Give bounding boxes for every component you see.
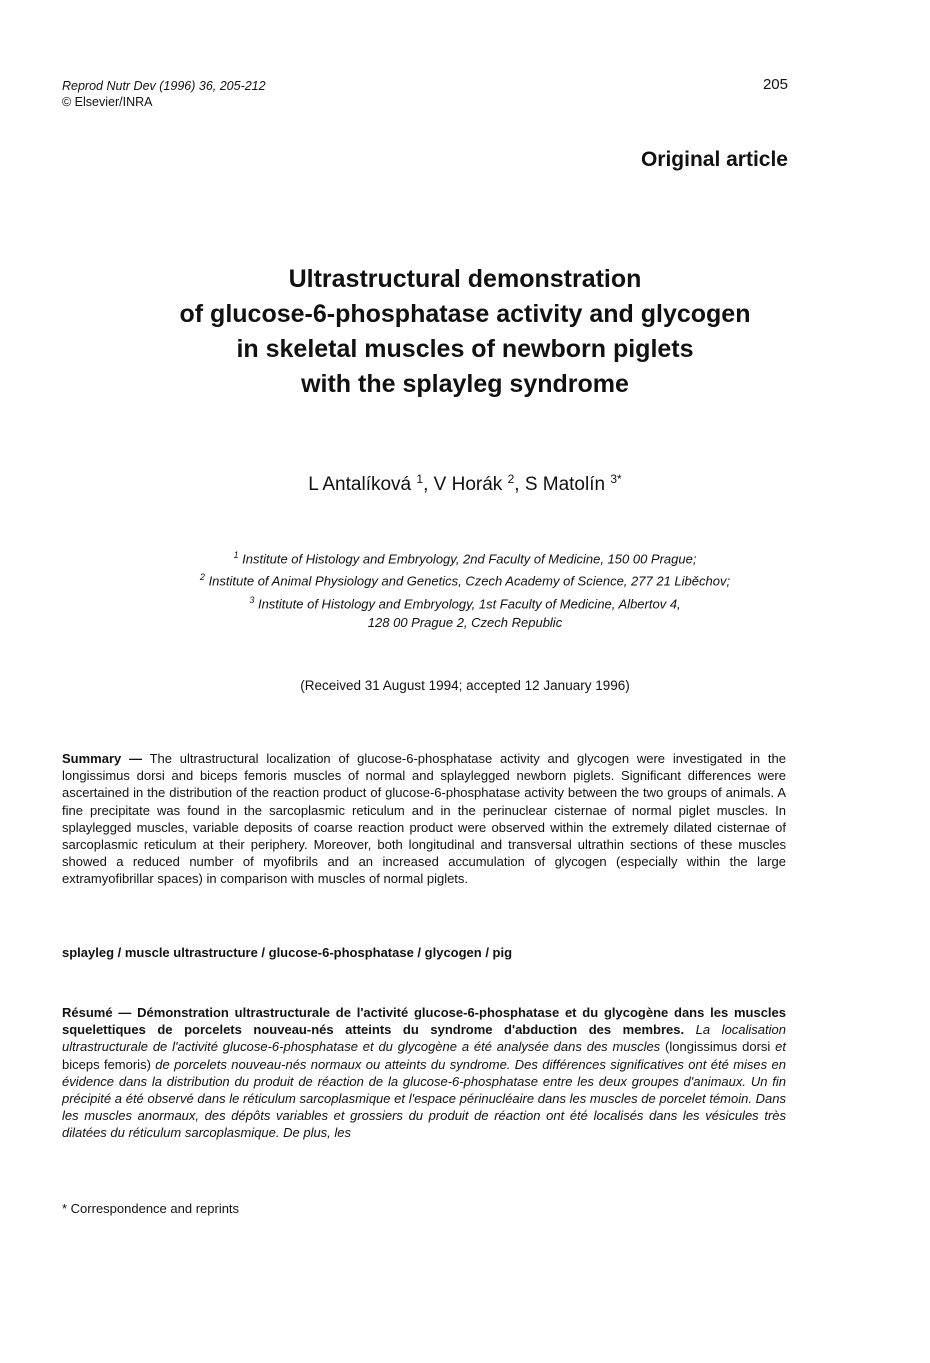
author-name: S Matolín [524, 474, 606, 495]
author-list: L Antalíková $^1$, V Horák $^2$, S Matolín $^{3*}$ [308, 472, 622, 495]
resume-title: Démonstration ultrastructurale de l'activité glucose-6-phosphatase et du glycogène dans les muscles squelettiques de porcelets nouveau-nés atteints du syndrome d'abduction des membres. [62, 1005, 786, 1038]
title-line: Ultrastructural demonstration [288, 265, 642, 293]
article-title [80, 262, 850, 402]
resume-text: biceps femoris) [62, 1056, 151, 1072]
author-affiliation-mark: 3* [610, 472, 622, 486]
resume-text: (longissimus dorsi [665, 1039, 771, 1055]
summary-text: The ultrastructural localization of glucose-6-phosphatase activity and glycogen were investigated in the longissimus dorsi and biceps femoris muscles of normal and splaylegged newborn piglets. Significant differences were ascertained in the distribution of the reaction product of glucose-6-phosphatase activity between the two groups of animals. A fine precipitate was found in the sarcoplasmic reticulum and in the perinuclear cisternae of normal piglet muscles. In splaylegged muscles, variable deposits of coarse reaction product were observed within the extremely dilated cisternae of sarcoplasmic reticulum at their periphery. Moreover, both longitudinal and transversal ultrathin sections of these muscles showed a reduced number of myofibrils and an increased accumulation of glycogen (especially within the large extramyofibrillar spaces) in comparison with muscles of normal piglets. [62, 751, 786, 887]
affiliation-number: 1 [233, 550, 239, 560]
affiliation-number: 2 [199, 572, 205, 583]
affiliations [70, 546, 860, 632]
resume-text: de porcelets nouveau-nés normaux ou atteints du syndrome. Des différences significatives ont été mises en évidence dans la distribution du produit de réaction de la glucose-6-phosphatase entre les deux groupes d'animaux. Un fin précipité a été observé dans le réticulum sarcoplasmique et l'espace périnucléaire dans les muscles de porcelet témoin. Dans les muscles anormaux, des dépôts variables et grossiers du produit de réaction ont été localisés dans les vésicules très dilatées du réticulum sarcoplasmique. De plus, les [62, 1056, 786, 1141]
received-dates: (Received 31 August 1994; accepted 12 January 1996) [300, 678, 630, 693]
affiliation-text: Institute of Histology and Embryology, 1st Faculty of Medicine, Albertov 4, [257, 595, 681, 611]
page-number: 205 [762, 76, 788, 93]
summary-paragraph [62, 750, 786, 888]
affiliation-1 [70, 546, 860, 568]
title-line: in skeletal muscles of newborn piglets [236, 335, 694, 363]
affiliation-number: 3 [249, 594, 255, 605]
author-affiliation-mark: 1 [416, 472, 424, 486]
keywords: splayleg / muscle ultrastructure / glucose-6-phosphatase / glycogen / pig [62, 945, 513, 960]
article-type: Original article [640, 148, 788, 171]
journal-citation: Reprod Nutr Dev (1996) 36, 205-212 [62, 79, 266, 93]
resume-text: La localisation ultrastructurale de l'activité glucose-6-phosphatase et du glycogène a été analysée dans des muscles [62, 1022, 786, 1055]
resume-paragraph [62, 1004, 786, 1142]
journal-header [62, 78, 266, 110]
summary-label: Summary — [62, 751, 143, 766]
author-name: L Antalíková [308, 474, 412, 495]
affiliation-text: Institute of Histology and Embryology, 2nd Faculty of Medicine, 150 00 Prague; [242, 551, 697, 567]
copyright-line: © Elsevier/INRA [62, 95, 153, 109]
affiliation-text: Institute of Animal Physiology and Genetics, Czech Academy of Science, 277 21 Liběchov; [208, 573, 731, 589]
resume-label: Résumé — [62, 1005, 132, 1020]
affiliation-3 [70, 591, 860, 613]
affiliation-3-cont: 128 00 Prague 2, Czech Republic [367, 614, 563, 630]
correspondence-footnote: * Correspondence and reprints [62, 1201, 240, 1216]
author-affiliation-mark: 2 [507, 472, 515, 486]
resume-text: et [775, 1039, 786, 1055]
title-line: of glucose-6-phosphatase activity and glycogen [179, 300, 751, 328]
affiliation-2 [70, 568, 860, 590]
author-name: V Horák [433, 474, 503, 495]
title-line: with the splayleg syndrome [301, 370, 629, 398]
